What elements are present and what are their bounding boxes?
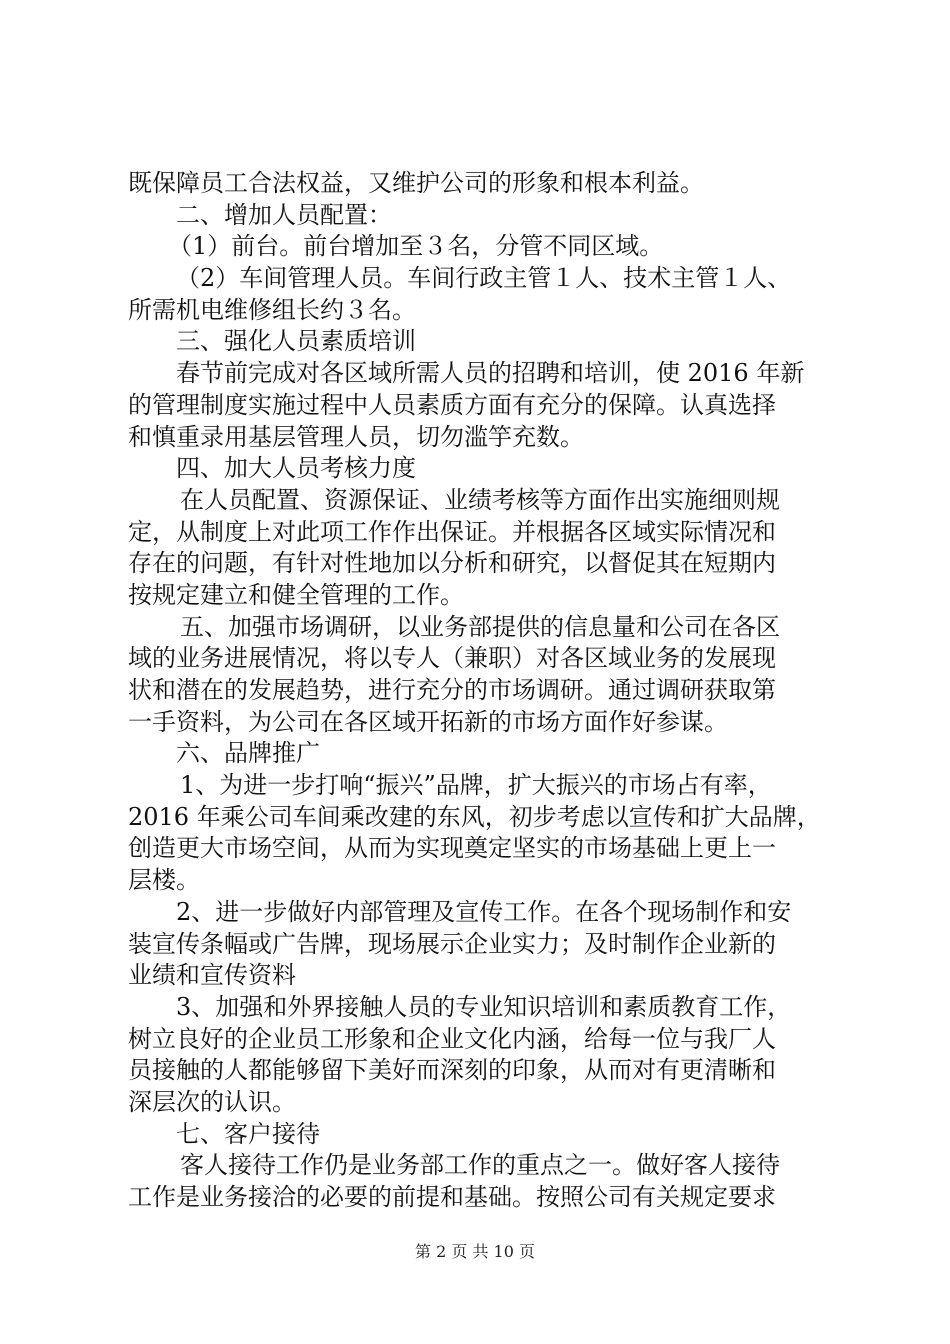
text-line: 工作是业务接洽的必要的前提和基础。按照公司有关规定要求 xyxy=(128,1183,776,1211)
text-line: 客人接待工作仍是业务部工作的重点之一。做好客人接待 xyxy=(180,1151,780,1180)
text-line: （2）车间管理人员。车间行政主管１人、技术主管１人、 xyxy=(176,264,792,293)
text-line: 六、品牌推广 xyxy=(176,739,320,768)
text-line: 七、客户接待 xyxy=(176,1119,320,1148)
text-line: 状和潜在的发展趋势，进行充分的市场调研。通过调研获取第 xyxy=(128,676,776,704)
text-line: 创造更大市场空间，从而为实现奠定坚实的市场基础上更上一 xyxy=(128,834,776,863)
text-line: 深层次的认识。 xyxy=(128,1087,296,1116)
text-line: 在人员配置、资源保证、业绩考核等方面作出实施细则规 xyxy=(180,485,780,514)
text-line: 定，从制度上对此项工作作出保证。并根据各区域实际情况和 xyxy=(128,517,776,546)
text-line: 四、加大人员考核力度 xyxy=(176,454,416,483)
text-line: 员接触的人都能够留下美好而深刻的印象，从而对有更清晰和 xyxy=(128,1056,776,1085)
text-line: 一手资料，为公司在各区域开拓新的市场方面作好参谋。 xyxy=(128,707,728,736)
page-footer: 第 2 页 共 10 页 xyxy=(415,1242,535,1261)
text-line: （1）前台。前台增加至３名，分管不同区域。 xyxy=(168,232,664,261)
text-line: 业绩和宣传资料 xyxy=(128,961,296,990)
text-line: 按规定建立和健全管理的工作。 xyxy=(128,580,464,609)
text-line: 春节前完成对各区域所需人员的招聘和培训，使 2016 年新 xyxy=(176,359,805,388)
text-line: 1、为进一步打响“振兴”品牌，扩大振兴的市场占有率， xyxy=(180,771,772,800)
text-line: 2016 年乘公司车间乘改建的东风，初步考虑以宣传和扩大品牌， xyxy=(128,802,821,831)
text-line: 三、强化人员素质培训 xyxy=(176,327,416,356)
text-line: 层楼。 xyxy=(128,866,200,895)
text-line: 二、增加人员配置： xyxy=(176,200,392,229)
text-line: 2、进一步做好内部管理及宣传工作。在各个现场制作和安 xyxy=(176,897,792,926)
text-line: 树立良好的企业员工形象和企业文化内涵，给每一位与我厂人 xyxy=(128,1024,776,1053)
document-body xyxy=(128,168,832,1214)
text-line: 域的业务进展情况，将以专人（兼职）对各区域业务的发展现 xyxy=(128,644,776,673)
text-line: 既保障员工合法权益，又维护公司的形象和根本利益。 xyxy=(128,169,704,197)
text-line: 存在的问题，有针对性地加以分析和研究，以督促其在短期内 xyxy=(128,549,776,578)
text-line: 和慎重录用基层管理人员，切勿滥竽充数。 xyxy=(128,422,584,451)
text-line: 3、加强和外界接触人员的专业知识培训和素质教育工作， xyxy=(176,992,792,1021)
text-line: 五、加强市场调研，以业务部提供的信息量和公司在各区 xyxy=(180,612,780,641)
text-line: 所需机电维修组长约３名。 xyxy=(128,295,416,324)
text-line: 装宣传条幅或广告牌，现场展示企业实力；及时制作企业新的 xyxy=(128,929,776,958)
text-line: 的管理制度实施过程中人员素质方面有充分的保障。认真选择 xyxy=(128,390,776,419)
